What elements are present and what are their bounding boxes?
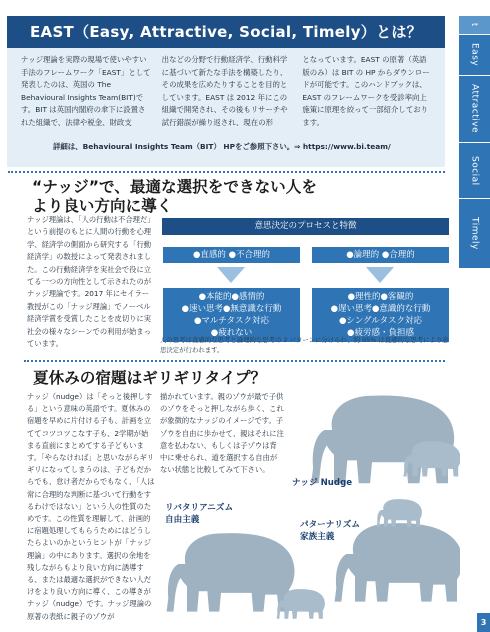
decision-right-head: ●論理的 ●合理的 [312, 247, 449, 263]
side-tab-social[interactable] [459, 143, 490, 198]
separator-dots-2 [24, 360, 445, 362]
side-tab-timely[interactable] [459, 199, 490, 268]
list-item: ●本能的●感情的 [198, 292, 265, 302]
list-item: ●シングルタスク対応 [339, 316, 422, 326]
side-tab-attractive-label: Attractive [469, 84, 480, 134]
section2-column-2: 描かれています。親のゾウが最で子供のゾウをそっと押しながら歩く、これが象徴的なナッジのイメージです。子ゾウを自由に歩かせて、親はそれに注意を払わない、もしくは子ゾウは背中に乗せられ、道を選択する自由がない状態と比較してみて下さい。 [160, 392, 284, 475]
east-column-2: 出などの分野で行動経済学、行動科学に基づいて新たな手法を構築したり、その成果を広めたりすることを目的としています。EAST は 2012 年にこの組織で開発され、その後もリサーチや試行錯誤が繰り返され、現在の形 [161, 55, 288, 127]
list-item: ●疲れない [210, 328, 253, 338]
elephant-adult-icon [311, 395, 454, 483]
east-reference-note: 詳細は、Behavioural Insights Team（BIT） HPをご参照下さい。⇒ https://www.bi.team/ [53, 142, 391, 151]
decision-panel-title: 意思決定のプロセスと特徴 [162, 218, 449, 235]
label-paternalism [300, 519, 360, 543]
section1-heading-line2: より良い方向に導く [32, 197, 173, 215]
east-columns [21, 54, 433, 130]
side-tab-social-label: Social [469, 155, 480, 186]
side-tab-attractive[interactable] [459, 76, 490, 142]
label-libertarian-line1: リバタリアニズム [165, 503, 234, 513]
section2-column-1: ナッジ（nudge）は「そっと後押しする」という意味の英語です。夏休みの宿題を早めに片付ける子も、計画を立ててコツコツこなす子も、2学期が始まる直前にまとめてする子どもいます。「やらなければ」と思いながらギリギリになってしまうのは、子どもだからでも、怠け者だからでもなく、「人は常に合理的な判断に基づいて行動をするわけではない」という人の性質のためです。この性質を理解して、計画的に宿題処理してもらうためにはどうしたらよいのかというヒントが「ナッジ理論」の中にあります。選択の余地を残しながらもより良い方向に誘導する、または最適な選択ができない人だけをより良い方向に導く、この導きがナッジ（nudge）です。ナッジ理論の原著の表紙に親子のゾウが [27, 392, 155, 621]
label-paternalism-line1: パターナリズム [300, 520, 360, 530]
section1-heading-line1: “ナッジ”で、最適な選択をできない人を [32, 178, 317, 196]
list-item: ●マルチタスク対応 [194, 316, 269, 326]
section1-body: ナッジ理論は、「人の行動は不合理だ」という前提のもとに人間の行動を心理学、経済学の側面から研究する「行動経済学」の数授によって発表されました。この行動経済学を実社会で役に立てる一つの方向性として示されたのがナッジ理論です。2017 年にセイラー教授がこの「ナッジ理論」でノーベル経済学賞を受賞したことを皮切りに実社会の様々なシーンでの利用が始まっています。 [27, 215, 155, 349]
list-item: ●理性的●客観的 [347, 292, 414, 302]
label-libertarian-line2: 自由主義 [165, 515, 200, 525]
east-column-1: ナッジ理論を実際の現場で使いやすい手法のフレームワーク「EAST」として発表したのは、英国の The Behavioural Insights Team(BIT)です。BIT は英国内閣府の傘下に設置された組織で、法律や税金、財政支 [21, 55, 151, 127]
decision-left-head: ●直感的 ●不合理的 [163, 247, 300, 263]
label-nudge: ナッジ Nudge [292, 478, 353, 488]
section2-heading: 夏休みの宿題はギリギリタイプ？ [33, 369, 267, 387]
elephant-adult-icon [167, 533, 295, 612]
side-tab-timely-label: Timely [469, 217, 480, 250]
side-tab-easy-label: Easy [469, 43, 480, 67]
east-info-box [7, 16, 445, 167]
list-item: ●速い思考●無意識な行動 [181, 304, 282, 314]
decision-panel-caption: 人の思考は直感的な思考と論理的な思考の 2 パターンに分けられ、約 95% は直感的な思考により意思決定が行われます。 [160, 336, 449, 354]
side-tab-strip [459, 16, 490, 268]
label-libertarian [165, 502, 233, 526]
decision-right-list [312, 288, 449, 342]
decision-left-list [163, 288, 300, 342]
side-tab-easy[interactable] [459, 35, 490, 75]
label-paternalism-line2: 家族主義 [300, 532, 335, 542]
down-arrow-icon [217, 267, 245, 283]
elephant-calf-icon [377, 499, 422, 527]
east-column-3: となっています。EAST の原著（英語版のみ）は BIT の HP からダウンロードが可能です。このハンドブックは、EAST のフレームワークを受診率向上施策に原理を絞って一部紹介しております。 [302, 55, 430, 127]
list-item: ●疲労感・負担感 [347, 328, 414, 338]
side-tab-partial[interactable] [459, 16, 490, 34]
east-title: EAST（Easy, Attractive, Social, Timely）とは？ [7, 16, 445, 48]
down-arrow-icon [366, 267, 394, 283]
side-tab-partial-label: t [470, 23, 479, 27]
list-item: ●遅い思考●意識的な行動 [330, 304, 431, 314]
section1-heading [32, 178, 392, 216]
separator-dots-1 [8, 171, 445, 173]
page-number: 3 [477, 613, 490, 632]
